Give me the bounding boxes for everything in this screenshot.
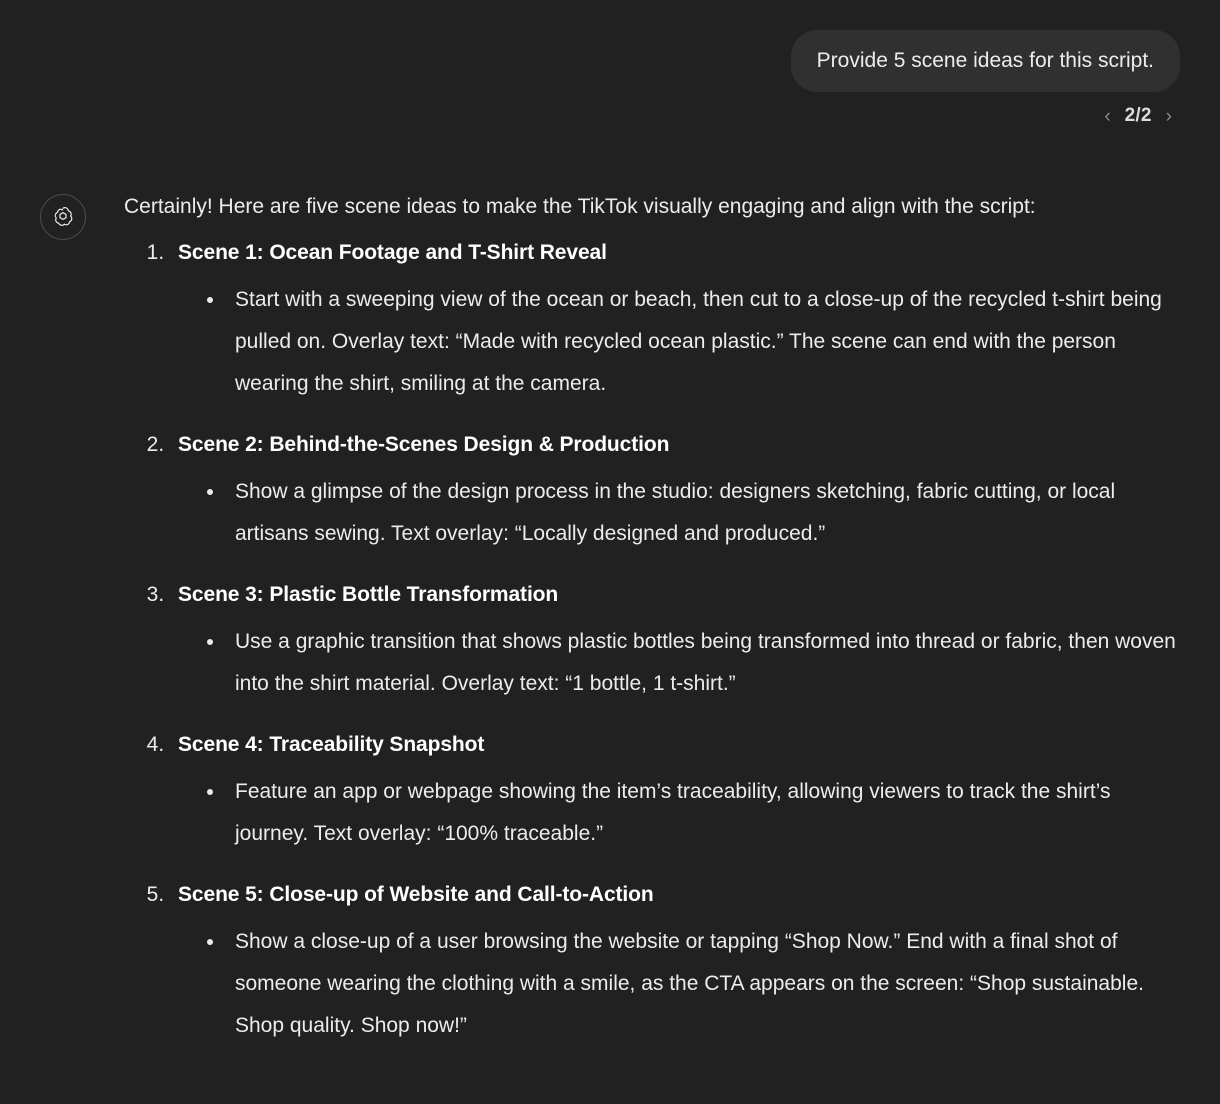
scene-detail: • Use a graphic transition that shows plastic bottles being transformed into thread or fabric, then woven into the shirt material. Overlay text: “1 bottle, 1 t-shirt.” [226, 621, 1180, 705]
user-message-row [0, 0, 1220, 92]
scene-title: Scene 5: Close-up of Website and Call-to-Action [178, 883, 654, 906]
message-version-pager [0, 92, 1220, 127]
chevron-left-icon[interactable]: ‹ [1104, 105, 1111, 127]
scene-title: Scene 3: Plastic Bottle Transformation [178, 583, 559, 606]
scene-list [124, 238, 1180, 1047]
list-item [170, 730, 1180, 855]
scene-detail-list [178, 621, 1180, 705]
chevron-right-icon[interactable]: › [1165, 105, 1172, 127]
scene-title: Scene 4: Traceability Snapshot [178, 733, 485, 756]
avatar [40, 194, 86, 240]
openai-logo-icon [51, 205, 75, 229]
scene-title: Scene 1: Ocean Footage and T-Shirt Reveal [178, 241, 607, 264]
scene-detail-list [178, 471, 1180, 555]
version-count: 2/2 [1124, 105, 1152, 126]
scene-detail-list [178, 771, 1180, 855]
assistant-message-row [0, 127, 1220, 1072]
list-item [170, 880, 1180, 1047]
list-item [170, 238, 1180, 405]
assistant-message-body [124, 192, 1180, 1072]
list-item [170, 580, 1180, 705]
scene-title: Scene 2: Behind-the-Scenes Design & Production [178, 433, 670, 456]
scene-detail: • Show a close-up of a user browsing the website or tapping “Shop Now.” End with a final shot of someone wearing the clothing with a smile, as the CTA appears on the screen: “Shop sustainable. Shop quality. Shop now!” [226, 921, 1180, 1047]
scene-detail: • Start with a sweeping view of the ocean or beach, then cut to a close-up of the recycled t-shirt being pulled on. Overlay text: “Made with recycled ocean plastic.” The scene can end with the person wearing the shirt, smiling at the camera. [226, 279, 1180, 405]
scene-detail-list [178, 921, 1180, 1047]
list-item [170, 430, 1180, 555]
scene-detail-list [178, 279, 1180, 405]
scene-detail: • Feature an app or webpage showing the item’s traceability, allowing viewers to track the shirt’s journey. Text overlay: “100% traceable.” [226, 771, 1180, 855]
assistant-intro-text: Certainly! Here are five scene ideas to make the TikTok visually engaging and align with the script: [124, 195, 1036, 218]
scene-detail: • Show a glimpse of the design process in the studio: designers sketching, fabric cutting, or local artisans sewing. Text overlay: “Locally designed and produced.” [226, 471, 1180, 555]
user-message-bubble: Provide 5 scene ideas for this script. [791, 30, 1180, 92]
